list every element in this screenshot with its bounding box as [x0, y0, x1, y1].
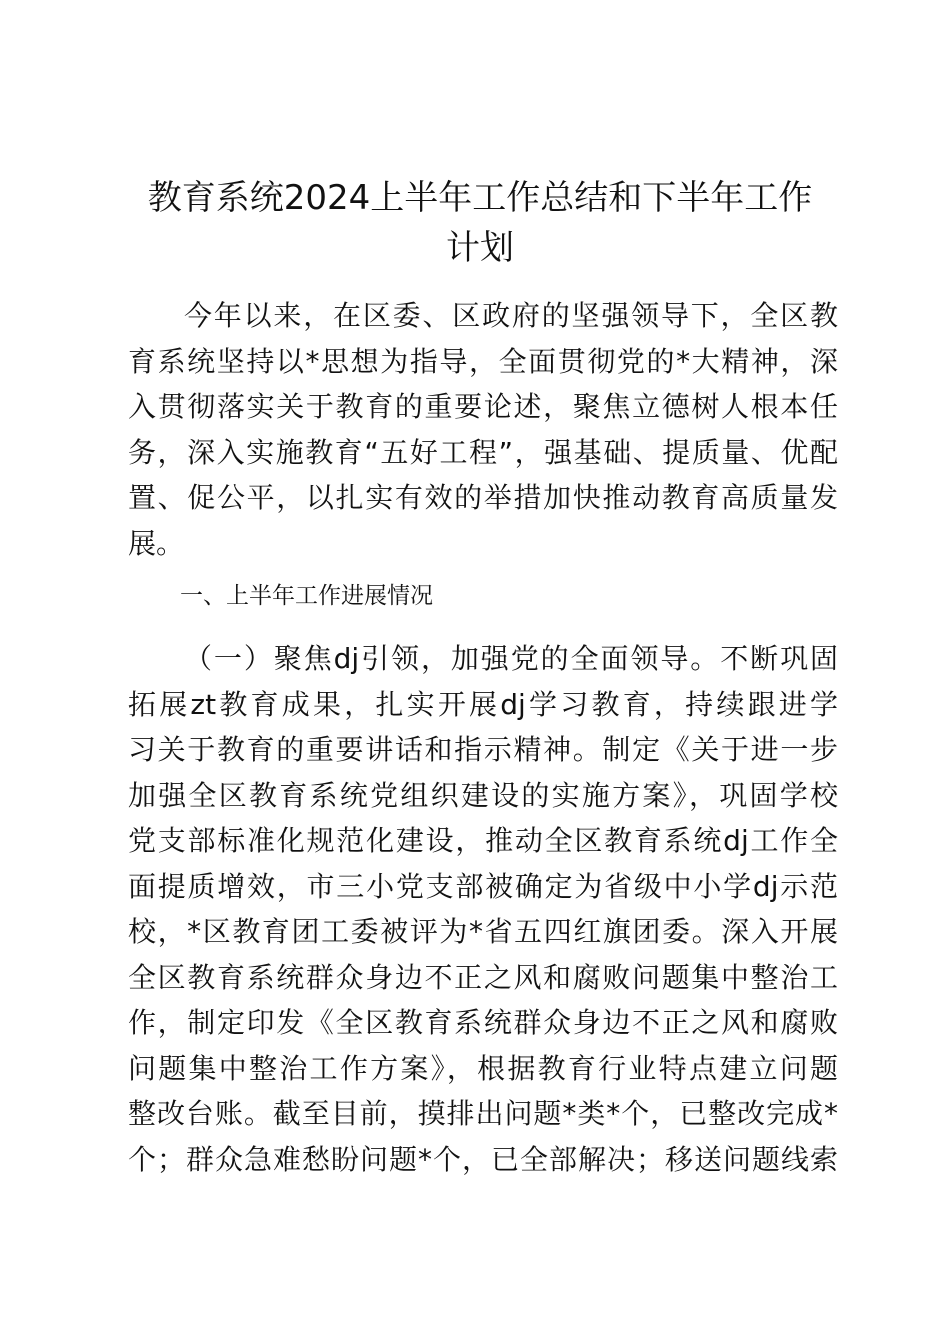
paragraph-line: 务，深入实施教育“五好工程”，强基础、提质量、优配	[128, 435, 838, 469]
paragraph-line: 加强全区教育系统党组织建设的实施方案》，巩固学校	[128, 778, 838, 812]
document-title-line1: 教育系统2024上半年工作总结和下半年工作	[147, 178, 813, 218]
paragraph-line: 展。	[128, 526, 185, 560]
section1-heading: 一、上半年工作进展情况	[180, 583, 433, 609]
paragraph-line: 面提质增效，市三小党支部被确定为省级中小学dj示范	[128, 869, 838, 903]
paragraph-line: 校，*区教育团工委被评为*省五四红旗团委。深入开展	[128, 915, 838, 948]
paragraph-line: 个；群众急难愁盼问题*个，已全部解决；移送问题线索	[128, 1142, 838, 1176]
paragraph-line: 问题集中整治工作方案》，根据教育行业特点建立问题	[128, 1051, 838, 1085]
document-title-line2: 计划	[446, 228, 514, 268]
section1-paragraph1	[128, 636, 838, 1182]
paragraph-line: 置、促公平，以扎实有效的举措加快推动教育高质量发	[128, 481, 838, 514]
paragraph-line: 育系统坚持以*思想为指导，全面贯彻党的*大精神，深	[128, 344, 838, 378]
intro-paragraph	[128, 293, 838, 566]
paragraph-line: 全区教育系统群众身边不正之风和腐败问题集中整治工	[128, 960, 838, 994]
paragraph-line: 入贯彻落实关于教育的重要论述，聚焦立德树人根本任	[128, 390, 838, 423]
paragraph-line: 习关于教育的重要讲话和指示精神。制定《关于进一步	[128, 733, 838, 766]
paragraph-line: 今年以来，在区委、区政府的坚强领导下，全区教	[184, 299, 838, 332]
paragraph-line: （一）聚焦dj引领，加强党的全面领导。不断巩固	[184, 642, 838, 675]
paragraph-line: 作，制定印发《全区教育系统群众身边不正之风和腐败	[128, 1006, 838, 1039]
paragraph-line: 整改台账。截至目前，摸排出问题*类*个，已整改完成*	[128, 1097, 838, 1130]
paragraph-line: 党支部标准化规范化建设，推动全区教育系统dj工作全	[128, 824, 838, 857]
paragraph-line: 拓展zt教育成果，扎实开展dj学习教育，持续跟进学	[128, 687, 838, 721]
